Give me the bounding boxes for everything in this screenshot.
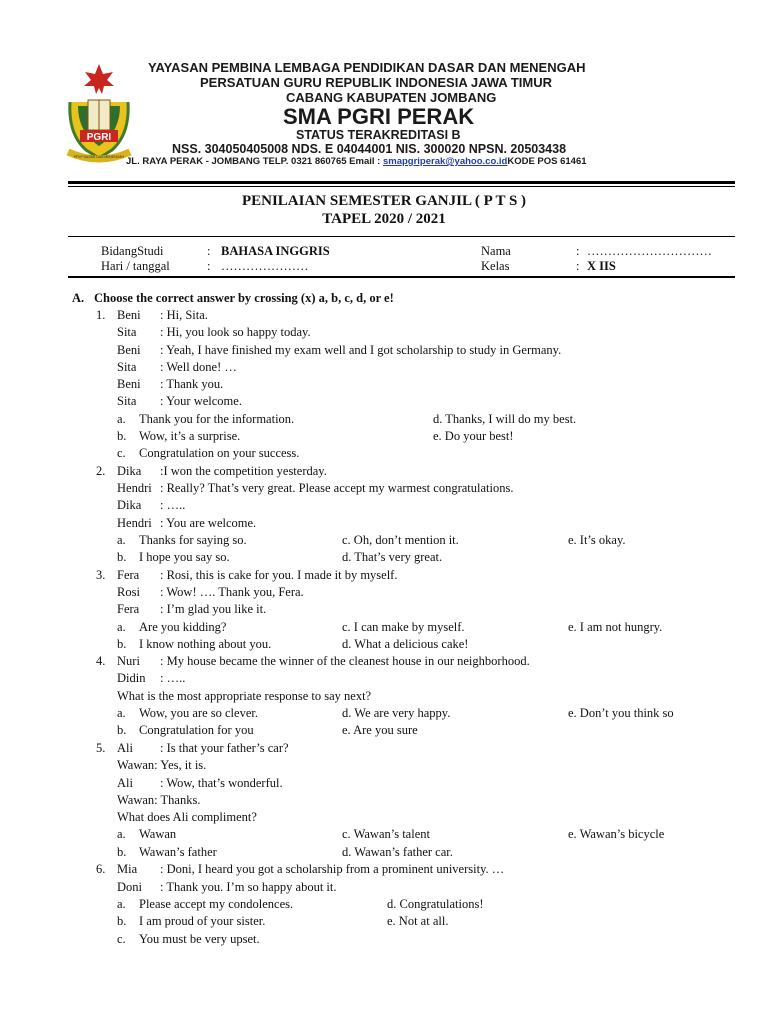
q4-speaker: Nuri (117, 654, 140, 668)
letterhead-divider-thin (68, 186, 735, 187)
q1-line: : Hi, Sita. (160, 308, 208, 322)
q6-option-b-letter: b. (117, 914, 127, 928)
q6-number: 6. (96, 862, 106, 876)
q4-number: 4. (96, 654, 106, 668)
q6-option-b[interactable]: I am proud of your sister. (139, 914, 266, 928)
q5-number: 5. (96, 741, 106, 755)
name-value[interactable]: ………………………… (587, 244, 712, 258)
section-instruction: Choose the correct answer by crossing (x) a, b, c, d, or e! (94, 291, 394, 305)
q2-number: 2. (96, 464, 106, 478)
info-bottom-rule (68, 276, 735, 278)
q3-option-c[interactable]: c. I can make by myself. (342, 620, 465, 634)
q2-speaker: Hendri (117, 481, 152, 495)
q2-option-a[interactable]: Thanks for saying so. (139, 533, 247, 547)
q4-option-a-letter: a. (117, 706, 126, 720)
q6-option-c[interactable]: You must be very upset. (139, 932, 260, 946)
logo-ribbon: PPLP DASAR DAN MENENGAH (74, 155, 124, 159)
address-text: JL. RAYA PERAK - JOMBANG TELP. 0321 860765 Email : (126, 156, 383, 167)
q5-line: : Wow, that’s wonderful. (160, 776, 283, 790)
q6-line: : Doni, I heard you got a scholarship from a prominent university. … (160, 862, 505, 876)
q5-option-d[interactable]: d. Wawan’s father car. (342, 845, 453, 859)
q5-option-e[interactable]: e. Wawan’s bicycle (568, 827, 665, 841)
q6-option-d[interactable]: d. Congratulations! (387, 897, 484, 911)
q3-speaker: Fera (117, 568, 140, 582)
q1-line: : Thank you. (160, 377, 224, 391)
q4-option-e[interactable]: e. Are you sure (342, 723, 418, 737)
q3-number: 3. (96, 568, 106, 582)
q6-line: : Thank you. I’m so happy about it. (160, 880, 337, 894)
q4-line: : ….. (160, 671, 186, 685)
q2-line: : You are welcome. (160, 516, 257, 530)
subject-value: BAHASA INGGRIS (221, 244, 330, 258)
q1-line: : Well done! … (160, 360, 237, 374)
q6-option-e[interactable]: e. Not at all. (387, 914, 449, 928)
q6-option-a[interactable]: Please accept my condolences. (139, 897, 294, 911)
school-ids: NSS. 304050405008 NDS. E 04044001 NIS. 300020 NPSN. 20503438 (172, 142, 567, 156)
q5-speaker: Ali (117, 741, 133, 755)
q1-line: : Your welcome. (160, 394, 242, 408)
q3-option-b-letter: b. (117, 637, 127, 651)
day-colon: : (207, 259, 211, 273)
q3-option-a[interactable]: Are you kidding? (139, 620, 227, 634)
subject-label: BidangStudi (101, 244, 164, 258)
email-link[interactable]: smapgriperak@yahoo.co.id (382, 156, 508, 167)
q1-number: 1. (96, 308, 106, 322)
foundation-name: YAYASAN PEMBINA LEMBAGA PENDIDIKAN DASAR DAN MENENGAH (148, 60, 586, 75)
class-value: X IIS (587, 259, 616, 273)
day-value[interactable]: ………………… (221, 259, 309, 273)
subject-colon: : (207, 244, 211, 258)
logo-text: PGRI (86, 132, 112, 143)
q4-prompt: What is the most appropriate response to say next? (117, 689, 372, 703)
q3-option-b[interactable]: I know nothing about you. (139, 637, 272, 651)
name-colon: : (576, 244, 580, 258)
q1-option-e[interactable]: e. Do your best! (433, 429, 514, 443)
q5-speaker: Ali (117, 776, 133, 790)
q4-option-e2[interactable]: e. Don’t you think so (568, 706, 674, 720)
letterhead-divider (68, 181, 735, 184)
q3-option-a-letter: a. (117, 620, 126, 634)
q5-option-a[interactable]: Wawan (139, 827, 177, 841)
exam-title: PENILAIAN SEMESTER GANJIL ( P T S ) (241, 193, 527, 209)
q6-speaker: Mia (117, 862, 138, 876)
q5-option-b[interactable]: Wawan’s father (139, 845, 217, 859)
school-address (126, 156, 587, 167)
q6-option-a-letter: a. (117, 897, 126, 911)
exam-year: TAPEL 2020 / 2021 (322, 211, 446, 227)
info-top-rule (68, 236, 735, 237)
q1-line: : Yeah, I have finished my exam well and I got scholarship to study in Germany. (160, 343, 562, 357)
q4-option-b[interactable]: Congratulation for you (139, 723, 254, 737)
q4-option-a[interactable]: Wow, you are so clever. (139, 706, 258, 720)
q2-option-a-letter: a. (117, 533, 126, 547)
q5-option-b-letter: b. (117, 845, 127, 859)
q1-option-b[interactable]: Wow, it’s a surprise. (139, 429, 241, 443)
q1-speaker: Sita (117, 325, 137, 339)
q2-line: :I won the competition yesterday. (160, 464, 327, 478)
q4-option-b-letter: b. (117, 723, 127, 737)
q3-line: : I’m glad you like it. (160, 602, 267, 616)
section-letter: A. (72, 291, 85, 305)
q1-speaker: Beni (117, 308, 141, 322)
q2-option-b[interactable]: I hope you say so. (139, 550, 230, 564)
q1-option-a[interactable]: Thank you for the information. (139, 412, 295, 426)
organization-name: PERSATUAN GURU REPUBLIK INDONESIA JAWA TIMUR (200, 75, 552, 90)
q1-speaker: Sita (117, 360, 137, 374)
school-name: SMA PGRI PERAK (283, 104, 475, 129)
q2-line: : ….. (160, 498, 186, 512)
q1-speaker: Beni (117, 343, 141, 357)
q3-option-e[interactable]: e. I am not hungry. (568, 620, 663, 634)
postcode-text: KODE POS 61461 (507, 156, 587, 167)
q2-option-d[interactable]: d. That’s very great. (342, 550, 443, 564)
q4-option-d[interactable]: d. We are very happy. (342, 706, 451, 720)
q1-option-b-letter: b. (117, 429, 127, 443)
q3-speaker: Rosi (117, 585, 140, 599)
q2-option-e[interactable]: e. It’s okay. (568, 533, 626, 547)
pgri-logo (64, 62, 134, 164)
q2-option-c[interactable]: c. Oh, don’t mention it. (342, 533, 459, 547)
q4-speaker: Didin (117, 671, 146, 685)
q1-speaker: Sita (117, 394, 137, 408)
q2-speaker: Hendri (117, 516, 152, 530)
q2-option-b-letter: b. (117, 550, 127, 564)
branch-name: CABANG KABUPATEN JOMBANG (286, 90, 497, 105)
q5-option-c[interactable]: c. Wawan’s talent (342, 827, 430, 841)
accreditation-status: STATUS TERAKREDITASI B (296, 128, 461, 142)
q2-line: : Really? That’s very great. Please accept my warmest congratulations. (160, 481, 514, 495)
q2-speaker: Dika (117, 498, 142, 512)
q1-option-c-letter: c. (117, 446, 126, 460)
q2-speaker: Dika (117, 464, 142, 478)
q1-option-d[interactable]: d. Thanks, I will do my best. (433, 412, 577, 426)
q5-line: Wawan: Yes, it is. (117, 758, 207, 772)
q3-line: : Rosi, this is cake for you. I made it by myself. (160, 568, 398, 582)
q5-option-a-letter: a. (117, 827, 126, 841)
q5-prompt: What does Ali compliment? (117, 810, 257, 824)
q3-line: : Wow! …. Thank you, Fera. (160, 585, 304, 599)
q3-speaker: Fera (117, 602, 140, 616)
day-label: Hari / tanggal (101, 259, 170, 273)
class-colon: : (576, 259, 580, 273)
q1-option-a-letter: a. (117, 412, 126, 426)
q4-line: : My house became the winner of the cleanest house in our neighborhood. (160, 654, 530, 668)
name-label: Nama (481, 244, 511, 258)
q1-speaker: Beni (117, 377, 141, 391)
q5-line: : Is that your father’s car? (160, 741, 289, 755)
q6-option-c-letter: c. (117, 932, 126, 946)
q1-option-c[interactable]: Congratulation on your success. (139, 446, 300, 460)
class-label: Kelas (481, 259, 510, 273)
q5-line: Wawan: Thanks. (117, 793, 201, 807)
q3-option-d[interactable]: d. What a delicious cake! (342, 637, 469, 651)
q6-speaker: Doni (117, 880, 142, 894)
q1-line: : Hi, you look so happy today. (160, 325, 311, 339)
